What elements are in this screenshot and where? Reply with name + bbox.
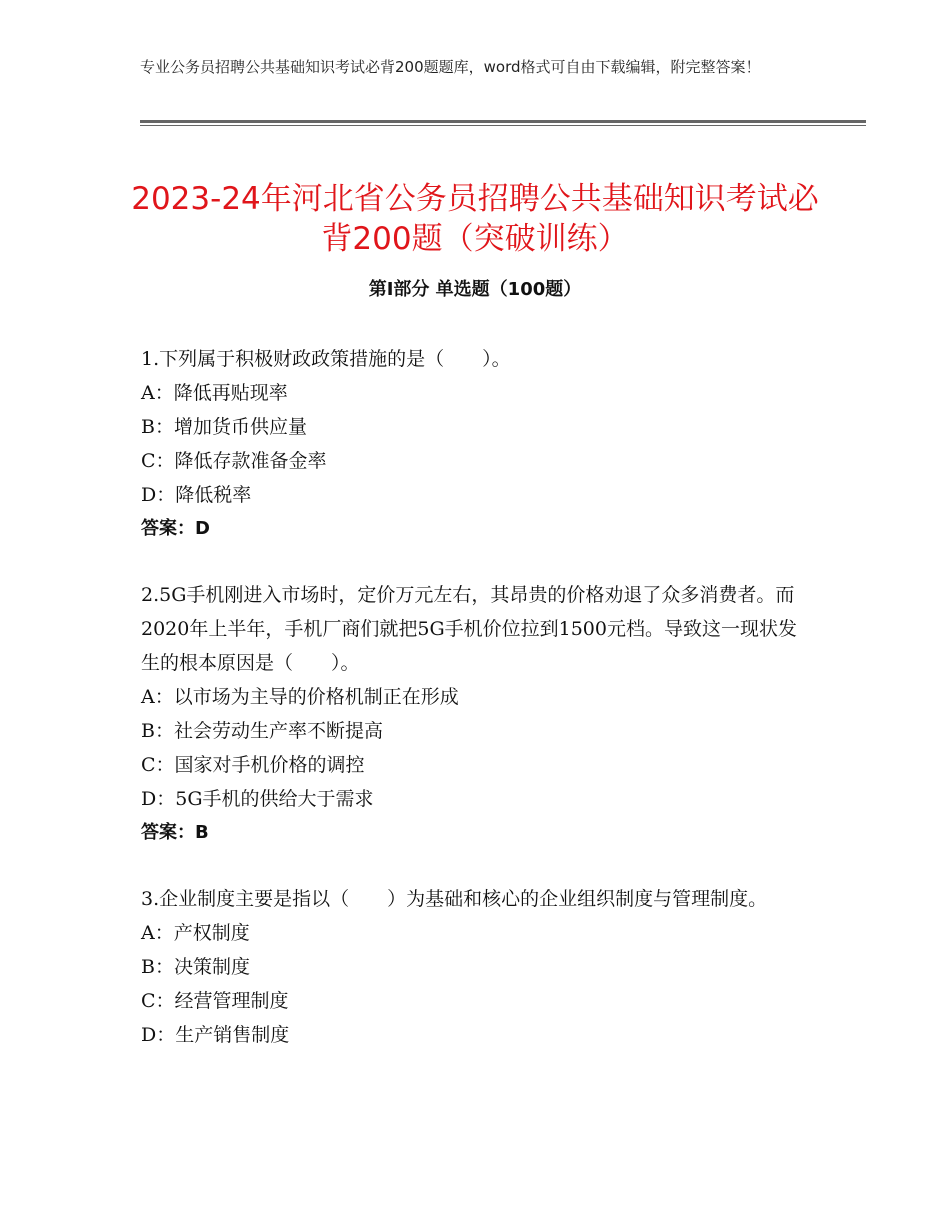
answer-label: 答案：B — [141, 822, 209, 843]
document-title: 2023-24年河北省公务员招聘公共基础知识考试必背200题（突破训练） — [131, 180, 819, 257]
option-b: B：决策制度 — [141, 956, 250, 978]
option-d: D：5G手机的供给大于需求 — [141, 788, 374, 810]
header-note: 专业公务员招聘公共基础知识考试必背200题题库，word格式可自由下载编辑，附完整答案！ — [140, 58, 761, 76]
question-2 — [141, 578, 801, 850]
option-c: C：经营管理制度 — [141, 990, 289, 1012]
section-heading: 第Ⅰ部分 单选题（100题） — [368, 279, 582, 300]
question-stem: 3.企业制度主要是指以（ ）为基础和核心的企业组织制度与管理制度。 — [141, 888, 768, 910]
question-3 — [141, 882, 801, 1052]
option-b: B：增加货币供应量 — [141, 416, 307, 438]
option-d: D：生产销售制度 — [141, 1024, 290, 1046]
header-divider-thin — [140, 125, 866, 126]
option-d: D：降低税率 — [141, 484, 252, 506]
option-b: B：社会劳动生产率不断提高 — [141, 720, 383, 742]
option-c: C：国家对手机价格的调控 — [141, 754, 365, 776]
header-divider-thick — [140, 120, 866, 123]
option-a: A：产权制度 — [141, 922, 250, 944]
question-list — [141, 342, 801, 1084]
answer-label: 答案：D — [141, 518, 210, 539]
question-1 — [141, 342, 801, 546]
option-c: C：降低存款准备金率 — [141, 450, 327, 472]
question-stem: 1.下列属于积极财政政策措施的是（ ）。 — [141, 348, 511, 370]
option-a: A：降低再贴现率 — [141, 382, 288, 404]
question-stem: 2.5G手机刚进入市场时，定价万元左右，其昂贵的价格劝退了众多消费者。而2020年上半年，手机厂商们就把5G手机价位拉到1500元档。导致这一现状发生的根本原因是（ ）。 — [141, 584, 797, 674]
option-a: A：以市场为主导的价格机制正在形成 — [141, 686, 459, 708]
